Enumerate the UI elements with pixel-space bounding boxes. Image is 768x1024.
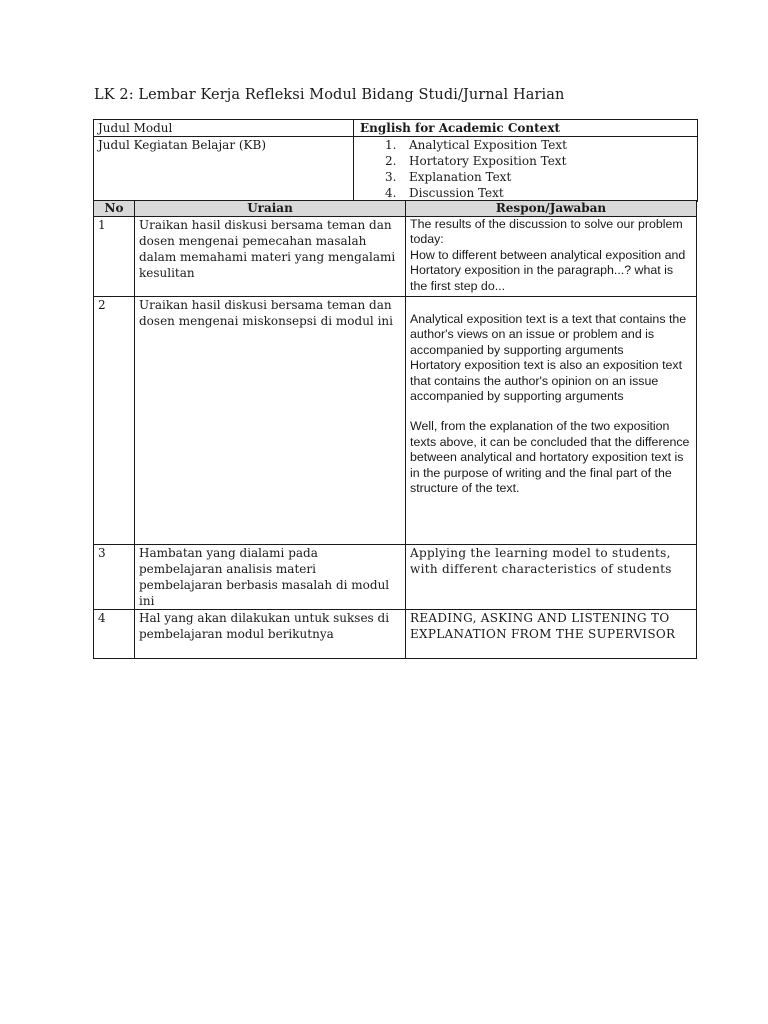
list-item — [385, 137, 693, 153]
row-response: READING, ASKING AND LISTENING TO EXPLANATION FROM THE SUPERVISOR — [406, 610, 697, 659]
row-description: Uraikan hasil diskusi bersama teman dan dosen mengenai miskonsepsi di modul ini — [135, 297, 406, 545]
kb-text: Discussion Text — [409, 186, 504, 200]
row-number: 4 — [94, 610, 135, 659]
kb-list-cell — [354, 137, 698, 202]
header-description: Uraian — [135, 201, 406, 217]
row-number: 2 — [94, 297, 135, 545]
row-number: 3 — [94, 545, 135, 610]
row-description: Uraikan hasil diskusi bersama teman dan dosen mengenai pemecahan masalah dalam memahami materi yang mengalami kesulitan — [135, 217, 406, 297]
table-row — [94, 610, 697, 659]
response-paragraph: The results of the discussion to solve our problem today: — [410, 217, 683, 247]
table-header-row — [94, 201, 697, 217]
row-response — [406, 217, 697, 297]
spacer — [410, 404, 692, 419]
kb-number: 2. — [385, 154, 397, 168]
list-item — [385, 185, 693, 201]
table-row — [94, 217, 697, 297]
spacer — [410, 297, 692, 312]
row-response: Applying the learning model to students, with different characteristics of students — [406, 545, 697, 610]
row-response — [406, 297, 697, 545]
header-no: No — [94, 201, 135, 217]
kb-number: 3. — [385, 170, 397, 184]
module-title-row — [94, 120, 698, 137]
learning-activity-row — [94, 137, 698, 202]
module-value: English for Academic Context — [354, 120, 698, 137]
list-item — [385, 169, 693, 185]
table-row — [94, 297, 697, 545]
reflection-table — [93, 200, 697, 659]
response-paragraph: How to different between analytical exposition and Hortatory exposition in the paragraph...? what is the first step do... — [410, 247, 686, 293]
response-paragraph: Well, from the explanation of the two exposition texts above, it can be concluded that the difference between analytical and hortatory exposition text is in the purpose of writing and the final part of the structure of the text. — [410, 419, 690, 496]
header-response: Respon/Jawaban — [406, 201, 697, 217]
kb-list — [358, 137, 693, 201]
module-info-table — [93, 119, 698, 202]
row-description: Hal yang akan dilakukan untuk sukses di pembelajaran modul berikutnya — [135, 610, 406, 659]
response-paragraph: Hortatory exposition text is also an exposition text that contains the author's opinion on an issue accompanied by supporting arguments — [410, 358, 683, 404]
kb-text: Hortatory Exposition Text — [409, 154, 567, 168]
page-title: LK 2: Lembar Kerja Refleksi Modul Bidang Studi/Jurnal Harian — [94, 87, 565, 103]
row-description: Hambatan yang dialami pada pembelajaran analisis materi pembelajaran berbasis masalah di modul ini — [135, 545, 406, 610]
list-item — [385, 153, 693, 169]
kb-text: Explanation Text — [409, 170, 512, 184]
kb-text: Analytical Exposition Text — [409, 138, 567, 152]
response-paragraph: Analytical exposition text is a text that contains the author's views on an issue or problem and is accompanied by supporting arguments — [410, 312, 687, 357]
kb-number: 1. — [385, 138, 397, 152]
kb-number: 4. — [385, 186, 397, 200]
kb-label: Judul Kegiatan Belajar (KB) — [94, 137, 354, 202]
table-row — [94, 545, 697, 610]
module-label: Judul Modul — [94, 120, 354, 137]
row-number: 1 — [94, 217, 135, 297]
